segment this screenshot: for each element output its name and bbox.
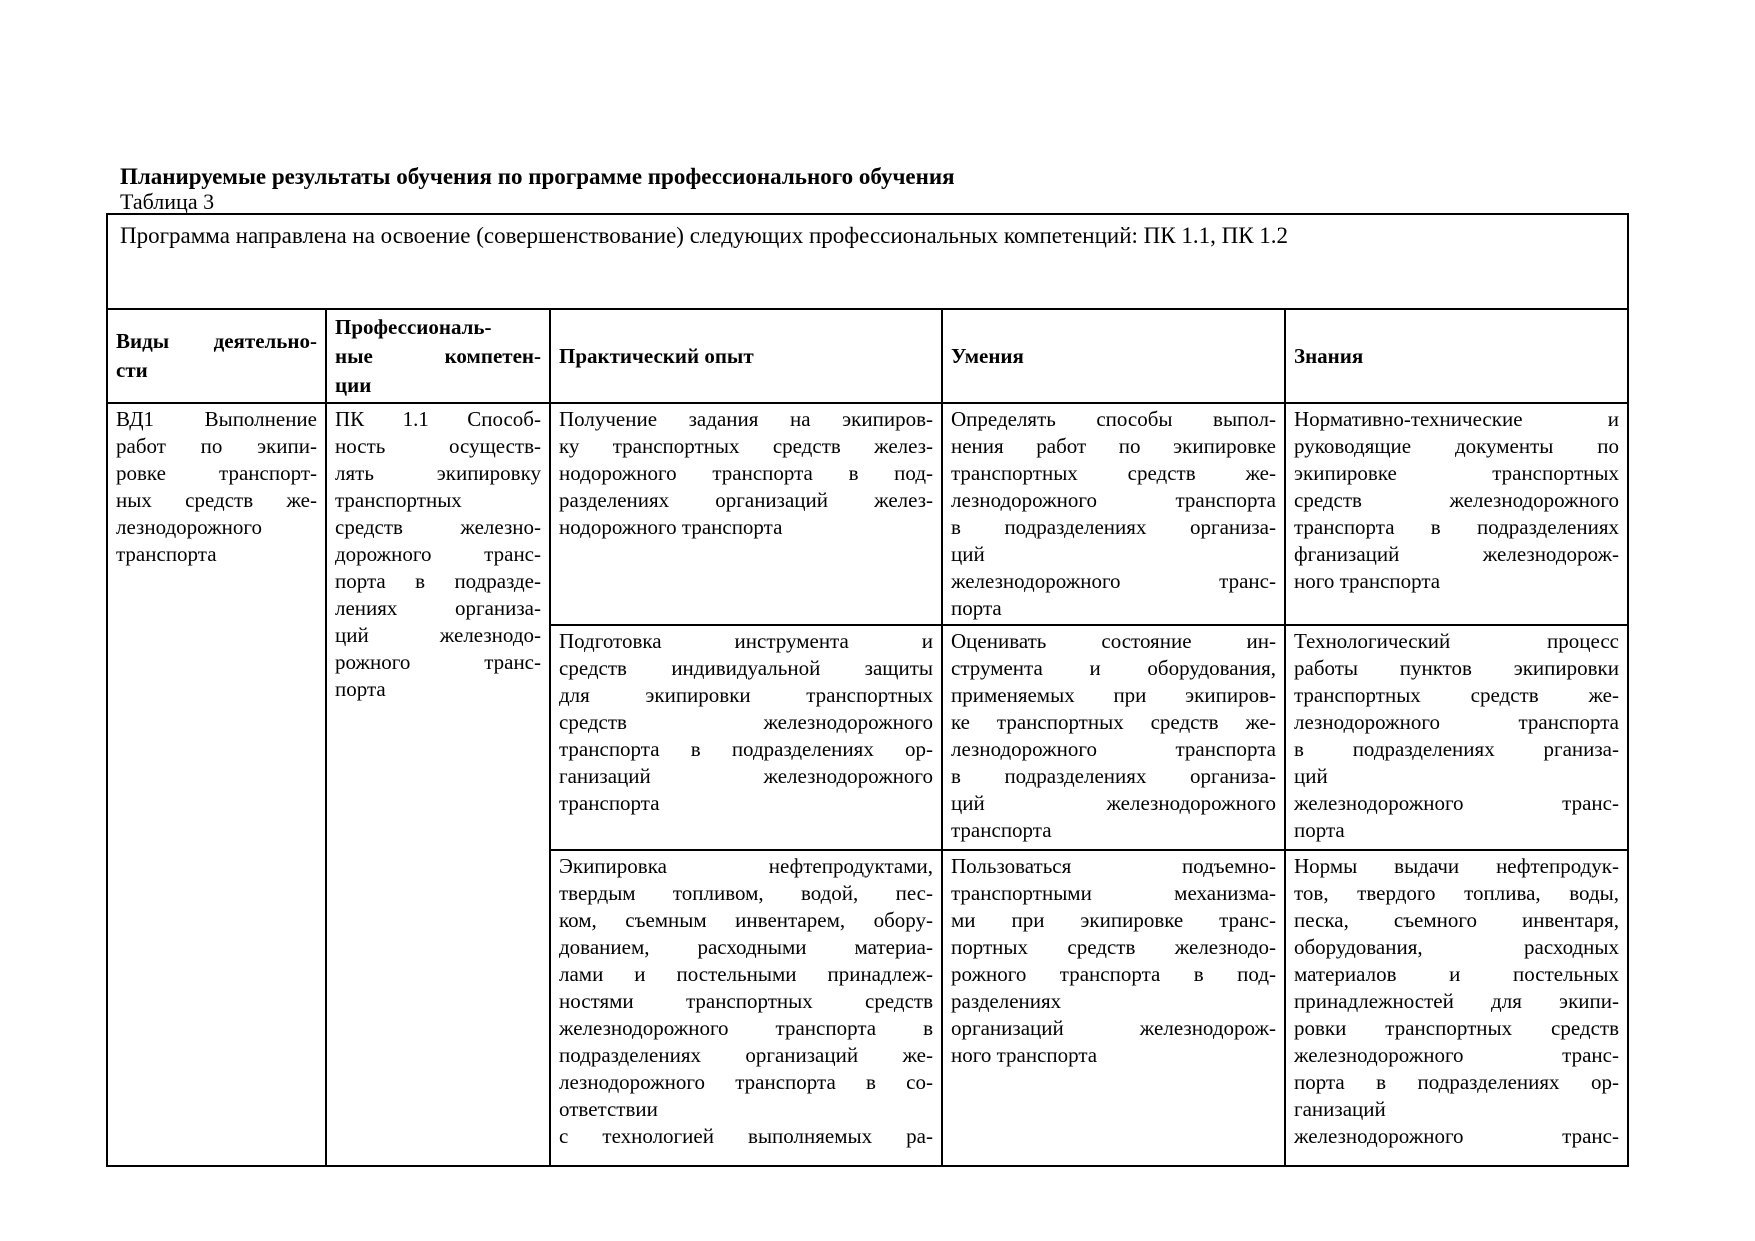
cell-experience-2: Подготовка инструмента и средств индивидуальной защиты для экипировки транспортных средств железнодорожного транспорта в подразделениях ор- ганизаций железнодорожного транспорта	[550, 625, 942, 850]
document-content	[106, 163, 1627, 1167]
table-intro-row	[107, 214, 1628, 309]
page-title: Планируемые результаты обучения по программе профессионального обучения	[120, 164, 955, 189]
cell-knowledge-3: Нормы выдачи нефтепродук- тов, твердого топлива, воды, песка, съемного инвентаря, оборудования, расходных материалов и постельных принадлежностей для экипи- ровки транспортных средств железнодорожного транс- порта в подразделениях ор- ганизаций железнодорожного транс-	[1285, 850, 1628, 1166]
learning-outcomes-table	[106, 213, 1629, 1167]
col-header-skills: Умения	[942, 309, 1285, 403]
col-header-competence: Профессиональ- ные компетен- ции	[326, 309, 550, 403]
cell-knowledge-2: Технологический процесс работы пунктов экипировки транспортных средств же- лезнодорожного транспорта в подразделениях рганиза- ций железнодорожного транс- порта	[1285, 625, 1628, 850]
cell-experience-3: Экипировка нефтепродуктами, твердым топливом, водой, пес- ком, съемным инвентарем, обору- дованием, расходными материа- лами и постельными принадлеж- ностями транспортных средств железнодорожного транспорта в подразделениях организаций же- лезнодорожного транспорта в со- ответствии с технологией выполняемых ра-	[550, 850, 942, 1166]
cell-experience-1: Получение задания на экипиров- ку транспортных средств желез- нодорожного транспорта в под- разделениях организаций желез- нодорожного транспорта	[550, 403, 942, 625]
cell-skills-2: Оценивать состояние ин- струмента и оборудования, применяемых при экипиров- ке транспортных средств же- лезнодорожного транспорта в подразделениях организа- ций железнодорожного транспорта	[942, 625, 1285, 850]
table-body-row-1	[107, 403, 1628, 625]
col-header-knowledge: Знания	[1285, 309, 1628, 403]
table-intro-cell: Программа направлена на освоение (совершенствование) следующих профессиональных компетенций: ПК 1.1, ПК 1.2	[107, 214, 1628, 309]
cell-skills-3: Пользоваться подъемно- транспортными механизма- ми при экипировке транс- портных средств железнодо- рожного транспорта в под- разделениях организаций железнодорож- ного транспорта	[942, 850, 1285, 1166]
cell-skills-1: Определять способы выпол- нения работ по экипировке транспортных средств же- лезнодорожного транспорта в подразделениях организа- ций железнодорожного транс- порта	[942, 403, 1285, 625]
cell-competence-pk11: ПК 1.1 Способ- ность осуществ- лять экипировку транспортных средств железно- дорожного транс- порта в подразде- лениях организа- ций железнодо- рожного транс- порта	[326, 403, 550, 1166]
table-header-row	[107, 309, 1628, 403]
cell-knowledge-1: Нормативно-технические и руководящие документы по экипировке транспортных средств железнодорожного транспорта в подразделениях фганизаций железнодорож- ного транспорта	[1285, 403, 1628, 625]
col-header-activity: Виды деятельно- сти	[107, 309, 326, 403]
cell-activity-vd1: ВД1 Выполнение работ по экипи- ровке транспорт- ных средств же- лезнодорожного транспорта	[107, 403, 326, 1166]
table-number-label: Таблица 3	[120, 189, 215, 214]
col-header-experience: Практический опыт	[550, 309, 942, 403]
